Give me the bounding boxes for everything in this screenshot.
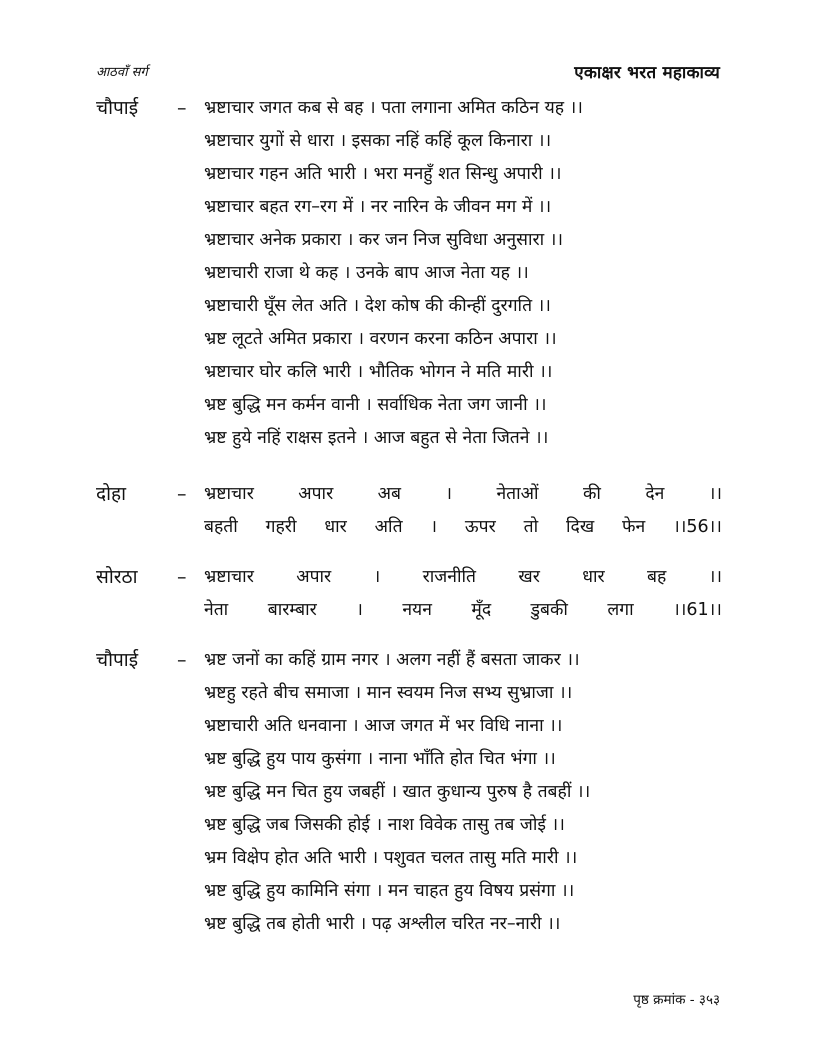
word: की	[582, 484, 601, 504]
word: धार	[582, 567, 605, 587]
word: नयन	[402, 600, 432, 620]
word: बह	[647, 567, 667, 587]
verse-type-label: चौपाई	[96, 97, 139, 119]
word: ।।	[708, 567, 722, 587]
verse-number: ।।56।।	[673, 517, 722, 537]
verse-line: भ्रष्टाचार गहन अति भारी । भरा मनहुँ शत सिन्धु अपारी ।।	[204, 164, 562, 184]
page-number: पृष्ठ क्रमांक - ३५३	[633, 992, 720, 1008]
doha-line-1	[204, 478, 722, 511]
word: ।	[430, 517, 438, 537]
word: तो	[523, 517, 539, 537]
verse-line: भ्रष्ट लूटते अमित प्रकारा । वरणन करना कठिन अपारा ।।	[204, 329, 557, 349]
verse-line: भ्रष्टाचार युगों से धारा । इसका नहिं कहिं कूल किनारा ।।	[204, 131, 552, 151]
word: ।	[373, 567, 381, 587]
verse-type-label: दोहा	[96, 483, 127, 505]
word: अति	[374, 517, 403, 537]
label-dash: –	[177, 566, 187, 588]
word: नेताओं	[496, 484, 539, 504]
word: अपार	[296, 567, 332, 587]
label-dash: –	[177, 97, 187, 119]
verse-line: भ्रष्ट बुद्धि तब होती भारी । पढ़ अश्लील चरित नर–नारी ।।	[204, 914, 561, 934]
sortha-line-2	[204, 594, 722, 627]
verse-line: भ्रष्टाचार अनेक प्रकारा । कर जन निज सुविधा अनुसारा ।।	[204, 230, 564, 250]
word: मूँद	[471, 600, 492, 620]
verse-line: भ्रष्टाचार घोर कलि भारी । भौतिक भोगन ने मति मारी ।।	[204, 362, 553, 382]
word: दिख	[566, 517, 595, 537]
doha-line-2	[204, 511, 722, 544]
verse-line: भ्रष्ट बुद्धि मन कर्मन वानी । सर्वाधिक नेता जग जानी ।।	[204, 395, 547, 415]
verse-line: भ्रम विक्षेप होत अति भारी । पशुवत चलत तासु मति मारी ।।	[204, 848, 578, 868]
verse-line: भ्रष्टहु रहते बीच समाजा । मान स्वयम निज सभ्य सुभ्राजा ।।	[204, 683, 573, 703]
word: नेता	[204, 600, 229, 620]
word: बहती	[204, 517, 238, 537]
word: गहरी	[265, 517, 297, 537]
word: भ्रष्टाचार	[204, 484, 254, 504]
verse-type-label: सोरठा	[96, 566, 138, 588]
verse-line: भ्रष्ट बुद्धि हुय पाय कुसंगा । नाना भाँति होत चित भंगा ।।	[204, 749, 556, 769]
sortha-line-1	[204, 561, 722, 594]
word: ।	[356, 600, 363, 620]
chapter-title: आठवाँ सर्ग	[96, 65, 148, 80]
word: देन	[645, 484, 665, 504]
word: धार	[324, 517, 347, 537]
word: खर	[518, 567, 540, 587]
word: लगा	[607, 600, 634, 620]
verse-line: भ्रष्टाचार जगत कब से बह । पता लगाना अमित कठिन यह ।।	[204, 98, 583, 118]
word: भ्रष्टाचार	[204, 567, 254, 587]
verse-type-label: चौपाई	[96, 649, 139, 671]
word: फेन	[622, 517, 646, 537]
word: ।।	[708, 484, 722, 504]
verse-line: भ्रष्टाचार बहत रग–रग में । नर नारिन के जीवन मग में ।।	[204, 197, 552, 217]
word: ।	[445, 484, 453, 504]
verse-line: भ्रष्ट बुद्धि मन चित हुय जबहीं । खात कुधान्य पुरुष है तबहीं ।।	[204, 782, 591, 802]
word: राजनीति	[422, 567, 477, 587]
verse-line: भ्रष्टाचारी अति धनवाना । आज जगत में भर विधि नाना ।।	[204, 716, 563, 736]
label-dash: –	[177, 483, 187, 505]
verse-line: भ्रष्ट हुये नहिं राक्षस इतने । आज बहुत से नेता जितने ।।	[204, 428, 549, 448]
book-title: एकाक्षर भरत महाकाव्य	[574, 63, 720, 83]
verse-line: भ्रष्टाचारी राजा थे कह । उनके बाप आज नेता यह ।।	[204, 263, 529, 283]
verse-line: भ्रष्ट बुद्धि जब जिसकी होई । नाश विवेक तासु तब जोई ।।	[204, 815, 565, 835]
label-dash: –	[177, 649, 187, 671]
word: डुबकी	[530, 600, 568, 620]
word: अपार	[298, 484, 334, 504]
verse-line: भ्रष्ट बुद्धि हुय कामिनि संगा । मन चाहत हुय विषय प्रसंगा ।।	[204, 881, 575, 901]
word: अब	[377, 484, 402, 504]
verse-line: भ्रष्ट जनों का कहिं ग्राम नगर । अलग नहीं हैं बसता जाकर ।।	[204, 650, 580, 670]
word: बारम्बार	[267, 600, 317, 620]
verse-number: ।।61।।	[673, 600, 722, 620]
word: ऊपर	[464, 517, 496, 537]
verse-line: भ्रष्टाचारी घूँस लेत अति । देश कोष की कीन्हीं दुरगति ।।	[204, 296, 551, 316]
